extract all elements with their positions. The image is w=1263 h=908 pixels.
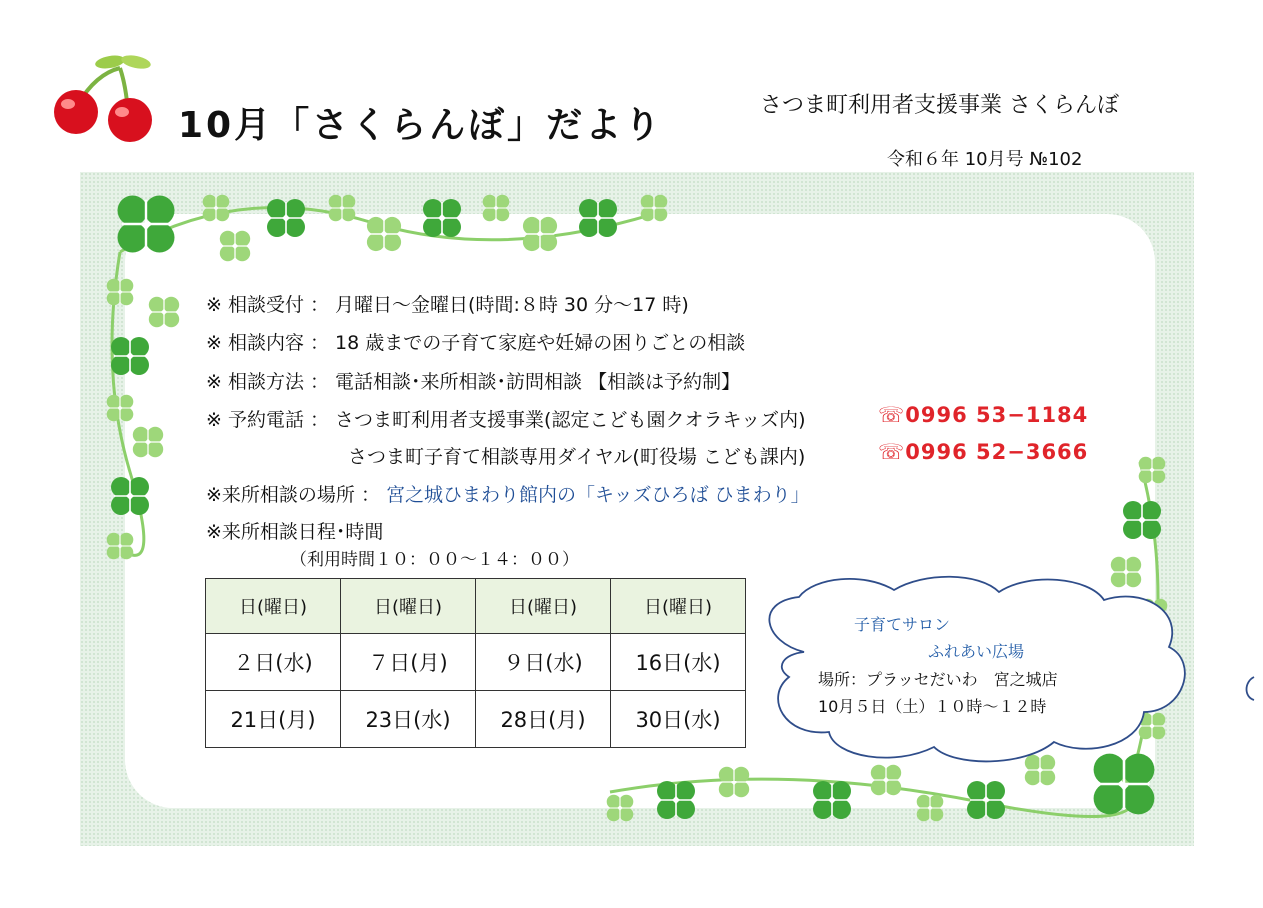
table-cell: 21日(月) (206, 691, 341, 748)
newsletter-title: 10月「さくらんぼ」だより (178, 105, 664, 146)
salon-date: 10月５日（土）１０時～１２時 (818, 697, 1047, 716)
table-cell: 23日(水) (341, 691, 476, 748)
four-leaf-clover-icon (111, 337, 149, 375)
four-leaf-clover-icon (107, 533, 134, 560)
table-header-cell: 日(曜日) (611, 579, 746, 634)
method-row (206, 367, 740, 394)
content-label: ※ 相談内容 ： (206, 332, 329, 354)
four-leaf-clover-icon (523, 217, 557, 251)
four-leaf-clover-icon (967, 781, 1005, 819)
four-leaf-clover-icon (107, 279, 134, 306)
phone1-org: さつま町利用者支援事業(認定こども園クオラキッズ内) (335, 409, 806, 431)
four-leaf-clover-icon (267, 199, 305, 237)
four-leaf-clover-icon (367, 217, 401, 251)
schedule-table (205, 578, 746, 748)
table-header-cell: 日(曜日) (341, 579, 476, 634)
cherry-icon (48, 52, 160, 142)
phone-row-1 (206, 405, 806, 432)
table-header-cell: 日(曜日) (206, 579, 341, 634)
place-row (206, 480, 810, 507)
place-label: ※来所相談の場所 ： (206, 484, 380, 506)
four-leaf-clover-icon (149, 297, 179, 327)
table-cell: ９日(水) (476, 634, 611, 691)
four-leaf-clover-icon (813, 781, 851, 819)
table-cell: 16日(水) (611, 634, 746, 691)
four-leaf-clover-icon (203, 195, 230, 222)
salon-title: 子育てサロン (854, 615, 951, 634)
phone1-number[interactable]: ☏0996 53−1184 (878, 403, 1089, 427)
four-leaf-clover-icon (329, 195, 356, 222)
issue-number: 令和６年 10月号 №102 (887, 149, 1083, 170)
content-value: 18 歳までの子育て家庭や妊婦の困りごとの相談 (335, 332, 746, 354)
method-value: 電話相談･来所相談･訪問相談 【相談は予約制】 (335, 371, 741, 393)
reception-label: ※ 相談受付 ： (206, 294, 329, 316)
four-leaf-clover-icon (1139, 457, 1166, 484)
method-label: ※ 相談方法 ： (206, 371, 329, 393)
schedule-label: ※来所相談日程･時間 (206, 521, 384, 543)
four-leaf-clover-icon (220, 231, 250, 261)
four-leaf-clover-icon (423, 199, 461, 237)
four-leaf-clover-icon (107, 395, 134, 422)
table-cell: 28日(月) (476, 691, 611, 748)
four-leaf-clover-icon (483, 195, 510, 222)
phone2-number[interactable]: ☏0996 52−3666 (878, 440, 1089, 464)
phone-label: ※ 予約電話 ： (206, 409, 329, 431)
table-header-row (206, 579, 746, 634)
four-leaf-clover-icon (657, 781, 695, 819)
four-leaf-clover-icon (111, 477, 149, 515)
four-leaf-clover-icon (133, 427, 163, 457)
reception-value: 月曜日～金曜日(時間:８時 30 分～17 時) (335, 294, 689, 316)
content-row (206, 328, 745, 355)
salon-place: 場所：プラッセだいわ 宮之城店 (818, 670, 1058, 689)
four-leaf-clover-icon (607, 795, 634, 822)
four-leaf-clover-icon (118, 196, 175, 253)
phone2-org: さつま町子育て相談専用ダイヤル(町役場 こども課内) (348, 446, 806, 468)
reception-row (206, 290, 689, 317)
four-leaf-clover-icon (917, 795, 944, 822)
four-leaf-clover-icon (579, 199, 617, 237)
table-cell: ２日(水) (206, 634, 341, 691)
four-leaf-clover-icon (1123, 501, 1161, 539)
table-cell: ７日(月) (341, 634, 476, 691)
table-cell: 30日(水) (611, 691, 746, 748)
salon-subtitle: ふれあい広場 (928, 642, 1025, 661)
table-row (206, 691, 746, 748)
table-header-cell: 日(曜日) (476, 579, 611, 634)
table-row (206, 634, 746, 691)
four-leaf-clover-icon (641, 195, 668, 222)
schedule-hours: （利用時間１０：００～１４：００） (290, 550, 579, 570)
place-value: 宮之城ひまわり館内の「キッズひろば ひまわり」 (386, 484, 810, 506)
organization-name: さつま町利用者支援事業 さくらんぼ (760, 93, 1119, 118)
